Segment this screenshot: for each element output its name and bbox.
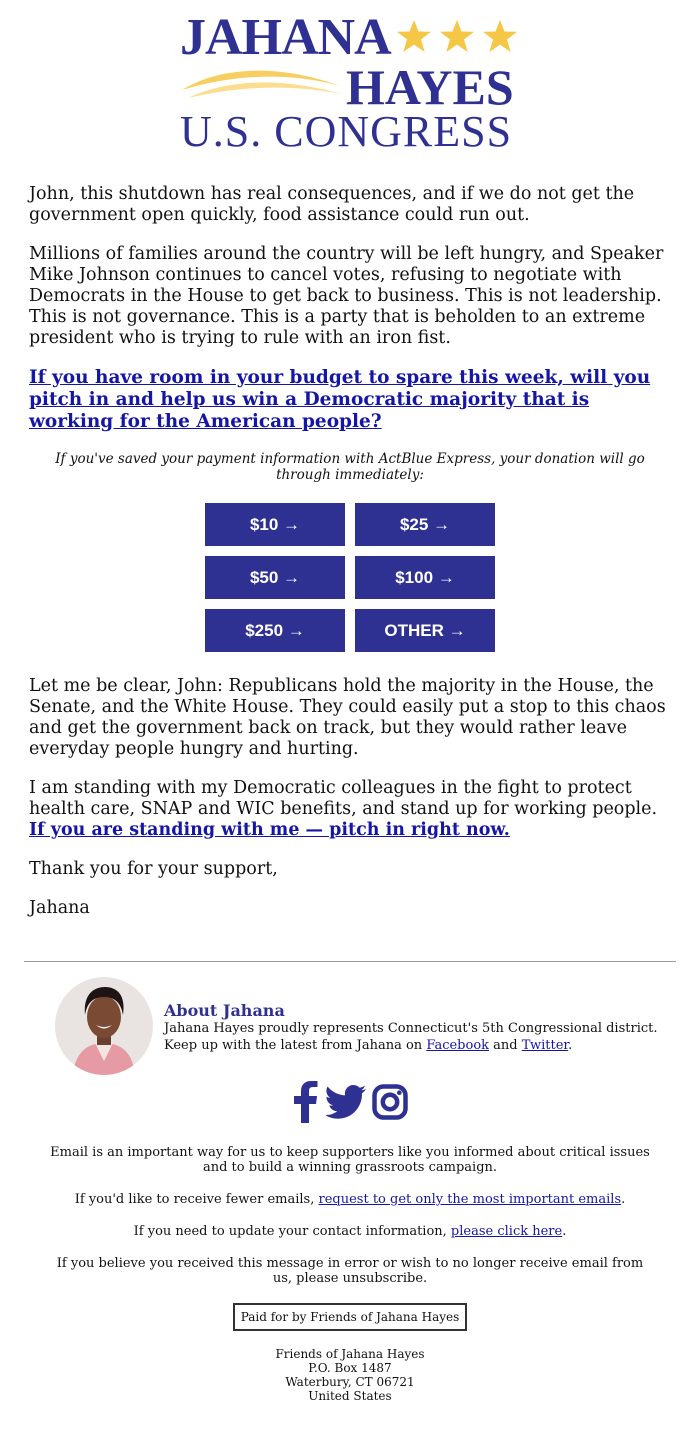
address-line: P.O. Box 1487: [308, 1361, 392, 1375]
footer: [50, 1145, 650, 1403]
body-paragraph-1: John, this shutdown has real consequences, and if we do not get the government open quickly, food assistance could run out.: [29, 184, 635, 225]
logo-first-name: JAHANA: [180, 9, 391, 66]
address-line: Friends of Jahana Hayes: [275, 1347, 425, 1361]
logo-office: U.S. CONGRESS: [180, 107, 513, 156]
fewer-emails-text: If you'd like to receive fewer emails,: [74, 1192, 319, 1207]
footer-email-importance: Email is an important way for us to keep supporters like you informed about critical issues and to build a winning grassroots campaign.: [50, 1145, 650, 1175]
actblue-express-note: If you've saved your payment information with ActBlue Express, your donation will go through immediately:: [55, 451, 645, 483]
candidate-avatar: [55, 977, 153, 1075]
facebook-link[interactable]: Facebook: [426, 1037, 490, 1053]
address-line: United States: [308, 1389, 392, 1403]
facebook-icon[interactable]: [290, 1081, 320, 1123]
about-follow-line: [164, 1038, 664, 1055]
instagram-icon[interactable]: [372, 1084, 408, 1120]
social-icons: [290, 1081, 410, 1123]
footer-fewer-emails: [50, 1192, 650, 1207]
body-paragraph-2: Millions of families around the country will be left hungry, and Speaker Mike Johnson continues to cancel votes, refusing to negotiate with Democrats in the House to get back to business. This is not leadership. This is not governance. This is a party that is beholden to an extreme president who is trying to rule with an iron fist.: [29, 244, 664, 348]
about-title: About Jahana: [164, 1001, 285, 1020]
period-text: .: [568, 1037, 573, 1053]
logo-stars-icon: [396, 18, 522, 56]
and-text: and: [489, 1037, 522, 1053]
body-paragraph-4: [29, 778, 671, 841]
fewer-emails-link[interactable]: request to get only the most important emails: [318, 1192, 622, 1207]
logo-swoosh-icon: [180, 62, 345, 102]
update-contact-link[interactable]: please click here: [450, 1224, 563, 1239]
campaign-logo: [0, 0, 700, 160]
donate-250-button[interactable]: $250 →: [205, 609, 345, 652]
body-paragraph-3: Let me be clear, John: Republicans hold the majority in the House, the Senate, and the White House. They could easily put a stop to this chaos and get the government back on track, but they would rather leave everyday people hungry and hurting.: [29, 676, 666, 759]
address-line: Waterbury, CT 06721: [285, 1375, 415, 1389]
footer-unsubscribe-note: If you believe you received this message in error or wish to no longer receive email from us, please unsubscribe.: [56, 1256, 644, 1286]
donate-other-button[interactable]: OTHER →: [355, 609, 495, 652]
twitter-icon[interactable]: [326, 1085, 366, 1119]
donate-25-button[interactable]: $25 →: [355, 503, 495, 546]
email-body-continued: [29, 676, 671, 937]
fewer-emails-end: .: [621, 1192, 626, 1207]
donate-10-button[interactable]: $10 →: [205, 503, 345, 546]
paid-for-disclaimer: Paid for by Friends of Jahana Hayes: [233, 1303, 468, 1331]
update-contact-text: If you need to update your contact information,: [133, 1224, 451, 1239]
twitter-link[interactable]: Twitter: [521, 1037, 569, 1053]
pitch-in-link[interactable]: If you are standing with me — pitch in right now.: [29, 820, 510, 840]
follow-text: Keep up with the latest from Jahana on: [164, 1037, 427, 1053]
about-description: Jahana Hayes proudly represents Connecticut's 5th Congressional district.: [164, 1021, 658, 1036]
logo-last-name: HAYES: [346, 59, 514, 115]
signature: Jahana: [29, 898, 90, 918]
footer-update-contact: [50, 1224, 650, 1239]
about-section: [164, 1001, 664, 1054]
update-contact-end: .: [562, 1224, 567, 1239]
donate-50-button[interactable]: $50 →: [205, 556, 345, 599]
footer-divider: [24, 961, 676, 962]
mailing-address: [50, 1347, 650, 1403]
donate-cta-link[interactable]: If you have room in your budget to spare this week, will you pitch in and help us win a Democratic majority that is working for the American people?: [29, 367, 651, 432]
avatar-portrait-icon: [55, 977, 153, 1075]
donate-100-button[interactable]: $100 →: [355, 556, 495, 599]
email-body: [29, 184, 671, 501]
body-paragraph-4-text: I am standing with my Democratic colleagues in the fight to protect health care, SNAP and WIC benefits, and stand up for working people.: [29, 778, 658, 819]
signoff: Thank you for your support,: [29, 859, 278, 879]
